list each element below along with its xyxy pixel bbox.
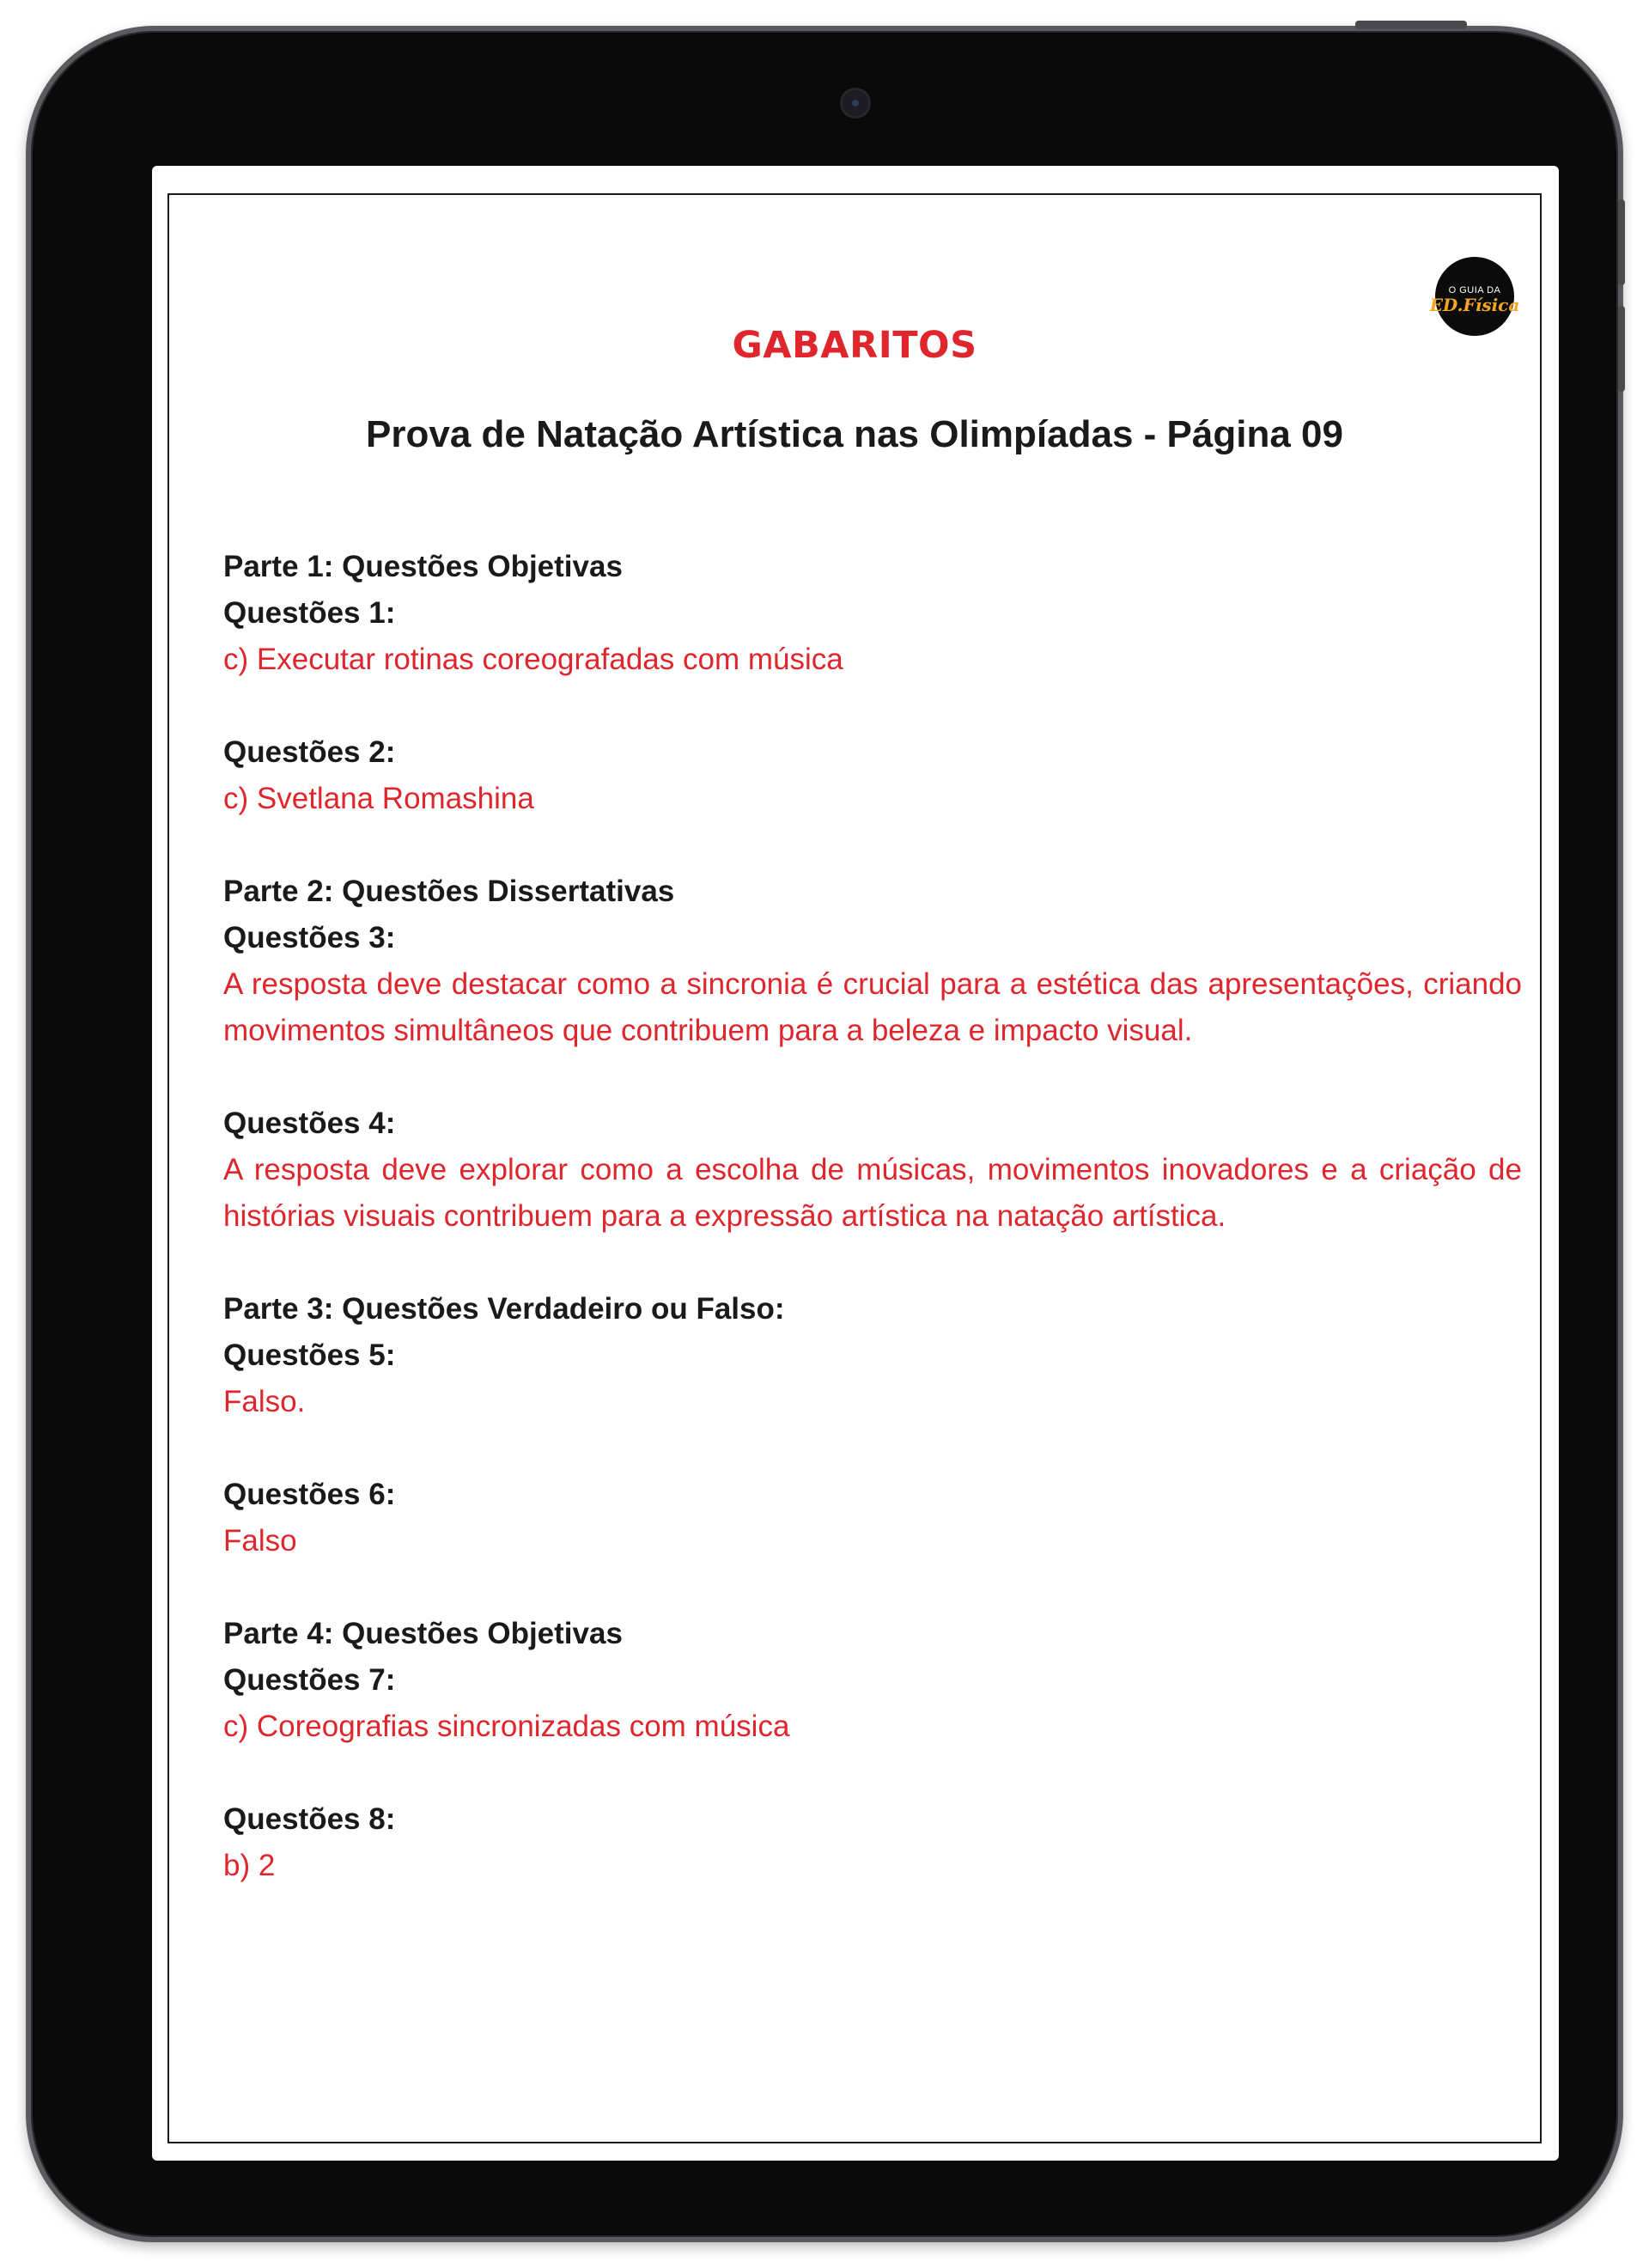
- question-answer: c) Coreografias sincronizadas com música: [223, 1710, 790, 1743]
- spacer: [223, 1564, 1522, 1611]
- section-heading: Parte 3: Questões Verdadeiro ou Falso:: [223, 1292, 785, 1326]
- camera-icon: [840, 88, 871, 119]
- question-label: Questões 4:: [223, 1107, 396, 1140]
- question-label: Questões 1:: [223, 596, 396, 630]
- page-title: GABARITOS: [732, 324, 977, 367]
- spacer: [223, 1054, 1522, 1100]
- question-label: Questões 7:: [223, 1663, 396, 1697]
- section-heading: Parte 2: Questões Dissertativas: [223, 875, 675, 908]
- question-label: Questões 3:: [223, 921, 396, 954]
- document-page: [167, 193, 1542, 2143]
- volume-up-button[interactable]: [1618, 199, 1625, 285]
- section-heading: Parte 1: Questões Objetivas: [223, 550, 623, 583]
- spacer: [223, 822, 1522, 869]
- volume-down-button[interactable]: [1618, 306, 1625, 392]
- logo-text-top: O GUIA DA: [1448, 285, 1501, 296]
- answer-key-content: [223, 544, 1522, 1889]
- question-answer: c) Executar rotinas coreografadas com música: [223, 643, 843, 676]
- spacer: [223, 1425, 1522, 1472]
- question-answer: Falso: [223, 1524, 297, 1558]
- spacer: [223, 1750, 1522, 1796]
- page-subtitle: Prova de Natação Artística nas Olimpíadas - Página 09: [366, 413, 1343, 455]
- question-answer: Falso.: [223, 1385, 306, 1418]
- question-answer: A resposta deve explorar como a escolha de músicas, movimentos inovadores e a criação de histórias visuais contribuem para a expressão artística na natação artística.: [223, 1153, 1522, 1233]
- tablet-frame: [26, 26, 1623, 2242]
- tablet-screen: [152, 166, 1559, 2161]
- question-label: Questões 2:: [223, 735, 396, 769]
- question-label: Questões 5:: [223, 1338, 396, 1372]
- spacer: [223, 1240, 1522, 1286]
- spacer: [223, 683, 1522, 729]
- logo-text-main: ED.Física: [1429, 295, 1520, 315]
- section-heading: Parte 4: Questões Objetivas: [223, 1617, 623, 1650]
- question-answer: A resposta deve destacar como a sincronia é crucial para a estética das apresentações, criando movimentos simultâneos que contribuem para a beleza e impacto visual.: [223, 967, 1522, 1047]
- power-button[interactable]: [1355, 21, 1467, 29]
- question-label: Questões 6:: [223, 1478, 396, 1511]
- question-label: Questões 8:: [223, 1802, 396, 1836]
- question-answer: b) 2: [223, 1849, 276, 1882]
- question-answer: c) Svetlana Romashina: [223, 782, 534, 815]
